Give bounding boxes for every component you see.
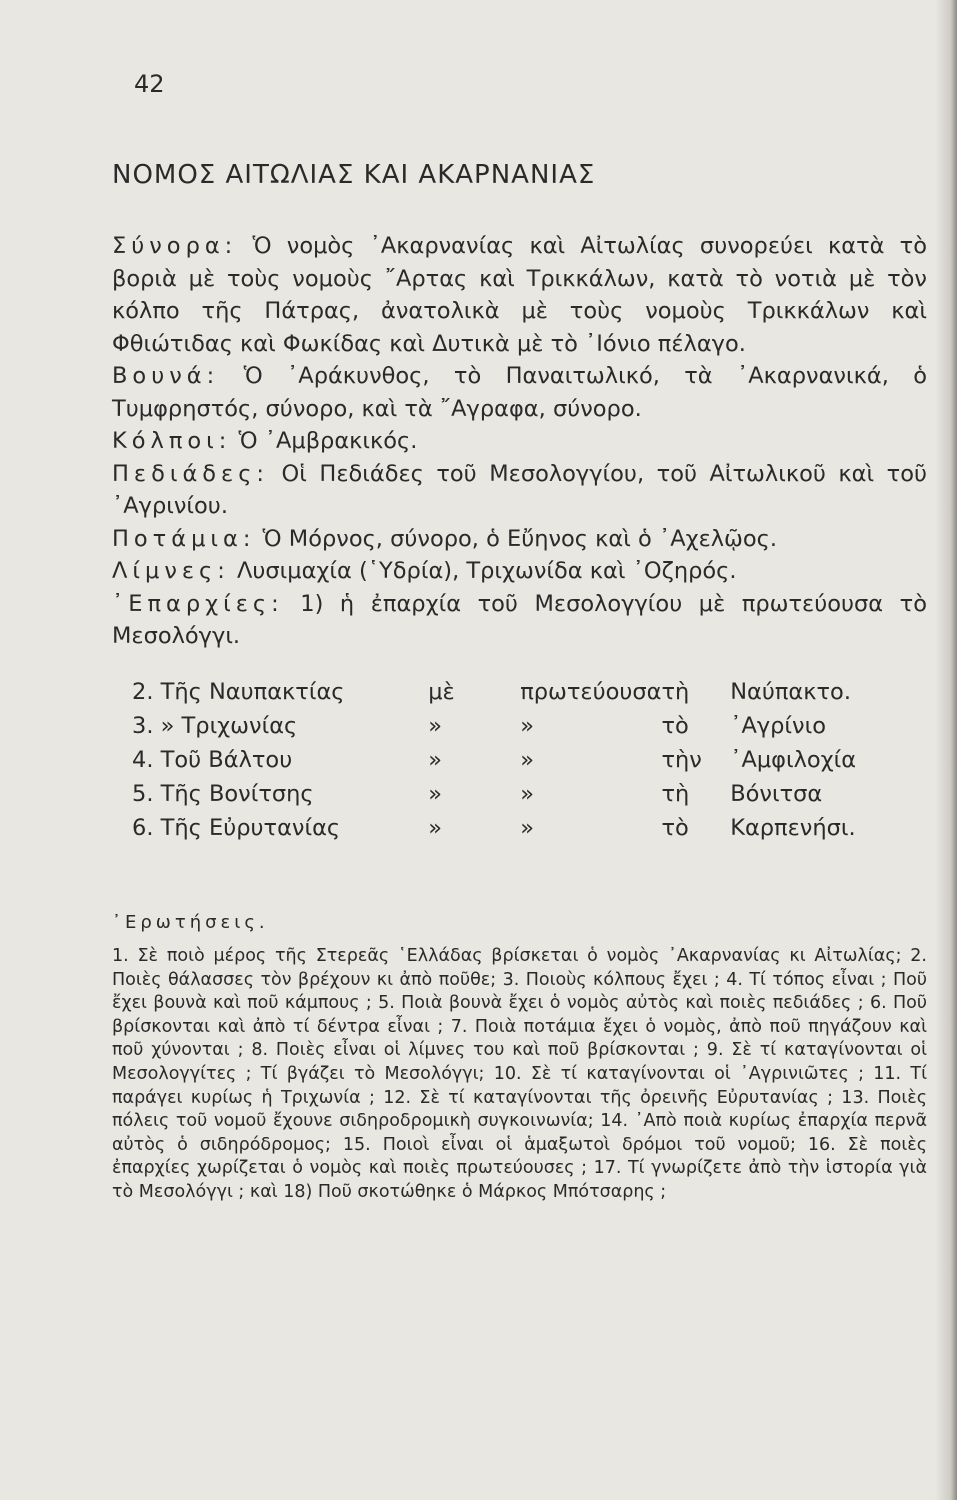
eparchy-capital-word: » [520, 746, 534, 773]
eparchy-article: τὴ [661, 678, 690, 705]
eparchy-capital-word: » [520, 712, 534, 739]
section-gulfs [112, 425, 927, 458]
eparchy-capital: Ναύπακτο. [730, 678, 851, 705]
section-text: Λυσιμαχία (῾Υδρία), Τριχωνίδα καὶ ᾿Οζηρός. [229, 558, 737, 584]
section-label: Βουνά: [112, 363, 220, 389]
section-label: ᾿Επαρχίες: [112, 590, 284, 617]
eparchy-article: τὸ [661, 712, 689, 739]
section-text: Ὁ νομὸς ᾿Ακαρνανίας καὶ Αἰτωλίας συνορεύει κατὰ τὸ βοριὰ μὲ τοὺς νομοὺς ῎Αρτας καὶ Τρικκάλων, κατὰ τὸ νοτιὰ μὲ τὸν κόλπο τῆς Πάτρας, ἀνατολικὰ μὲ τοὺς νομοὺς Τρικκάλων καὶ Φθιώτιδας καὶ Φωκίδας καὶ Δυτικὰ μὲ τὸ ᾿Ιόνιο πέλαγο. [112, 233, 927, 357]
eparchy-with: » [428, 780, 442, 807]
table-row [112, 811, 927, 845]
table-row [112, 777, 927, 811]
eparchy-name: 6. Τῆς Εὐρυτανίας [132, 814, 341, 841]
eparchy-article: τὴν [661, 746, 702, 773]
eparchy-name: 4. Τοῦ Βάλτου [132, 746, 293, 773]
eparchy-capital: Βόνιτσα [730, 780, 823, 807]
section-borders [112, 230, 927, 360]
eparchy-capital-word: » [520, 814, 534, 841]
table-row [112, 709, 927, 743]
section-eparchies [112, 588, 927, 653]
section-lakes [112, 555, 927, 588]
eparchy-article: τὸ [661, 814, 689, 841]
section-plains [112, 458, 927, 523]
section-text: Ὁ Μόρνος, σύνορο, ὁ Εὔηνος καὶ ὁ ᾿Αχελῷος. [255, 525, 778, 552]
section-rivers [112, 523, 927, 556]
section-label: Ποτάμια: [112, 525, 256, 552]
section-label: Πεδιάδες: [112, 460, 270, 487]
section-label: Σύνορα: [112, 233, 238, 259]
section-text: Ὁ ᾿Αμβρακικός. [231, 428, 418, 454]
table-row [112, 675, 927, 709]
eparchy-capital-word: πρωτεύουσα [520, 678, 662, 705]
section-label: Κόλποι: [112, 428, 232, 454]
section-text: 1) ἡ ἐπαρχία τοῦ Μεσολογγίου μὲ πρωτεύουσα τὸ Μεσολόγγι. [112, 590, 927, 649]
eparchy-capital: ᾿Αγρίνιο [730, 712, 826, 739]
eparchy-with: » [428, 746, 442, 773]
eparchy-name: 5. Τῆς Βονίτσης [132, 780, 314, 807]
eparchy-with: » [428, 814, 442, 841]
eparchy-capital: ᾿Αμφιλοχία [730, 746, 857, 773]
eparchy-capital: Καρπενήσι. [730, 814, 856, 841]
section-mountains [112, 360, 927, 425]
eparchies-table [112, 675, 927, 845]
eparchy-with: μὲ [428, 678, 455, 705]
section-text: Οἱ Πεδιάδες τοῦ Μεσολογγίου, τοῦ Αἰτωλικοῦ καὶ τοῦ ᾿Αγρινίου. [112, 460, 927, 519]
questions-text: 1. Σὲ ποιὸ μέρος τῆς Στερεᾶς ῾Ελλάδας βρίσκεται ὁ νομὸς ᾿Ακαρνανίας κι Αἰτωλίας; 2. Ποιὲς θάλασσες τὸν βρέχουν κι ἀπὸ ποῦθε; 3. Ποιοὺς κόλπους ἔχει ; 4. Τί τόπος εἶναι ; Ποῦ ἔχει βουνὰ καὶ ποῦ κάμπους ; 5. Ποιὰ βουνὰ ἔχει ὁ νομὸς αὐτὸς καὶ ποιὲς πεδιάδες ; 6. Ποῦ βρίσκονται καὶ ἀπὸ τί δέντρα εἶναι ; 7. Ποιὰ ποτάμια ἔχει ὁ νομὸς, ἀπὸ ποῦ πηγάζουν καὶ ποῦ χύνονται ; 8. Ποιὲς εἶναι οἱ λίμνες του καὶ ποῦ βρίσκονται ; 9. Σὲ τί καταγίνονται οἱ Μεσολογγίτες ; Τί βγάζει τὸ Μεσολόγγι; 10. Σὲ τί καταγίνονται οἱ ᾿Αγρινιῶτες ; 11. Τί παράγει κυρίως ἡ Τριχωνία ; 12. Σὲ τί καταγίνονται τῆς ὀρεινῆς Εὐρυτανίας ; 13. Ποιὲς πόλεις τοῦ νομοῦ ἔχουνε σιδηροδρομικὴ συγκοινωνία; 14. ᾿Απὸ ποιὰ κυρίως ἐπαρχία περνᾶ αὐτὸς ὁ σιδηρόδρομος; 15. Ποιοὶ εἶναι οἱ ἁμαξωτοὶ δρόμοι τοῦ νομοῦ; 16. Σὲ ποιὲς ἐπαρχίες χωρίζεται ὁ νομὸς καὶ ποιὲς πρωτεύουσες ; 17. Τί γνωρίζετε ἀπὸ τὴν ἱστορία γιὰ τὸ Μεσολόγγι ; καὶ 18) Ποῦ σκοτώθηκε ὁ Μάρκος Μπότσαρης ; [112, 946, 927, 1202]
body-text [112, 230, 927, 845]
questions-heading: ᾿Ερωτήσεις. [112, 912, 269, 933]
section-text: Ὁ ᾿Αράκυνθος, τὸ Παναιτωλικό, τὰ ᾿Ακαρνανικά, ὁ Τυμφρηστός, σύνορο, καὶ τὰ ῎Αγραφα, σύνορο. [112, 363, 927, 422]
section-label: Λίμνες: [112, 558, 230, 584]
page-title: ΝΟΜΟΣ ΑΙΤΩΛΙΑΣ ΚΑΙ ΑΚΑΡΝΑΝΙΑΣ [112, 160, 596, 190]
eparchy-article: τὴ [661, 780, 690, 807]
eparchy-name: 2. Τῆς Ναυπακτίας [132, 678, 345, 705]
eparchy-with: » [428, 712, 442, 739]
page-edge-shadow [935, 0, 957, 1500]
table-row [112, 743, 927, 777]
page-number: 42 [134, 70, 165, 98]
eparchy-capital-word: » [520, 780, 534, 807]
eparchy-name: 3. » Τριχωνίας [132, 712, 298, 739]
